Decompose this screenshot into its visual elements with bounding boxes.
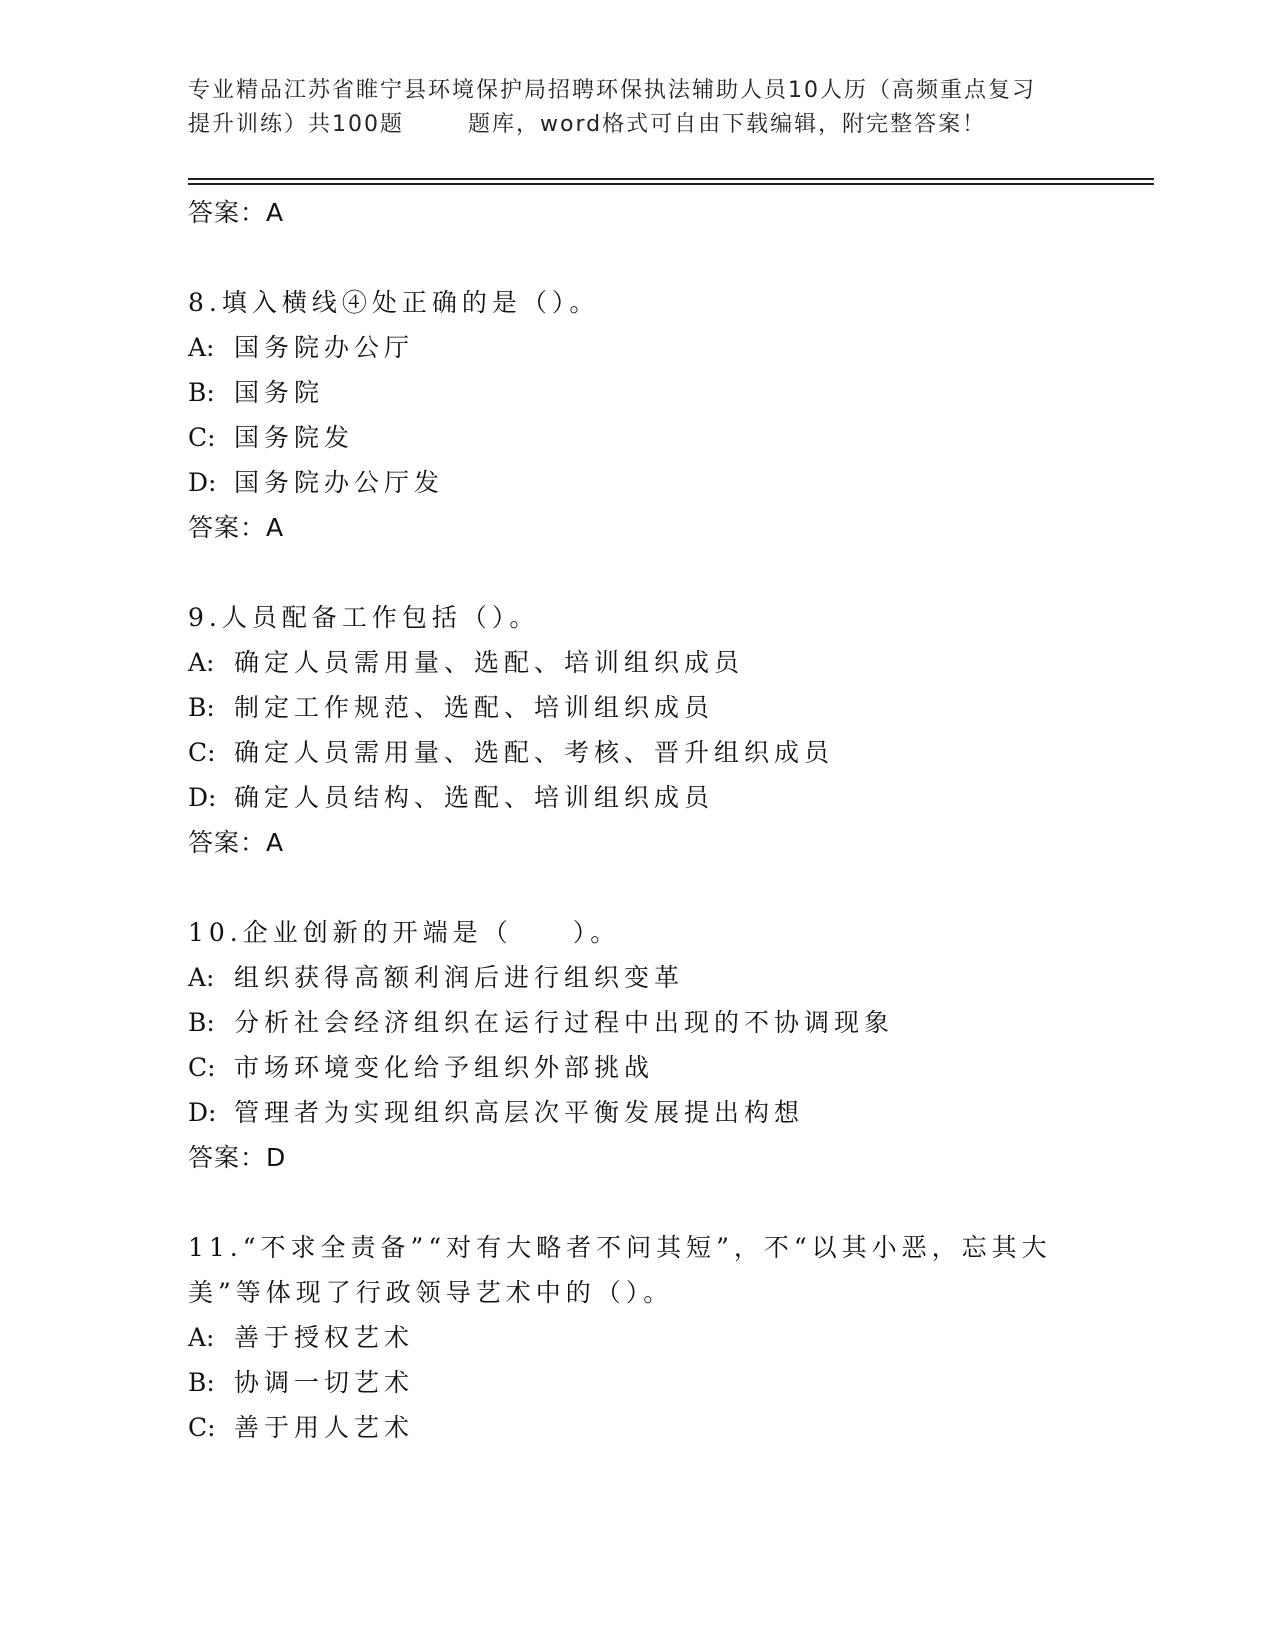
question-block <box>188 910 1108 1180</box>
option-key: B: <box>188 378 215 407</box>
header-divider-top <box>188 178 1154 180</box>
option-text: 善于用人艺术 <box>234 1413 415 1442</box>
answer-line: 答案：D <box>188 1143 287 1172</box>
option-line <box>188 1405 1108 1450</box>
question-text: 8.填入横线④处正确的是（）。 <box>188 288 600 317</box>
option-line <box>188 1315 1108 1360</box>
option-text: 组织获得高额利润后进行组织变革 <box>234 963 685 992</box>
option-line <box>188 640 1108 685</box>
option-key: C: <box>188 738 216 767</box>
option-text: 制定工作规范、选配、培训组织成员 <box>234 693 715 722</box>
option-text: 协调一切艺术 <box>234 1368 415 1397</box>
option-key: A: <box>188 963 215 992</box>
option-line <box>188 460 1108 505</box>
option-line <box>188 325 1108 370</box>
document-header <box>188 74 1088 142</box>
option-line <box>188 1045 1108 1090</box>
option-key: A: <box>188 333 215 362</box>
option-line <box>188 685 1108 730</box>
option-line <box>188 415 1108 460</box>
header-divider-bottom <box>188 183 1154 185</box>
option-line <box>188 1090 1108 1135</box>
option-text: 国务院 <box>234 378 325 407</box>
option-line <box>188 370 1108 415</box>
option-line <box>188 1360 1108 1405</box>
option-key: A: <box>188 1323 215 1352</box>
header-line-1: 专业精品江苏省睢宁县环境保护局招聘环保执法辅助人员10人历（高频重点复习 <box>188 78 1036 103</box>
option-line <box>188 1000 1108 1045</box>
option-text: 善于授权艺术 <box>234 1323 415 1352</box>
question-block <box>188 1225 1108 1450</box>
option-text: 确定人员结构、选配、培训组织成员 <box>234 783 715 812</box>
option-text: 国务院发 <box>234 423 355 452</box>
option-line <box>188 775 1108 820</box>
option-key: B: <box>188 1368 215 1397</box>
option-text: 分析社会经济组织在运行过程中出现的不协调现象 <box>234 1008 895 1037</box>
option-text: 国务院办公厅 <box>234 333 415 362</box>
option-key: B: <box>188 1008 215 1037</box>
option-text: 国务院办公厅发 <box>234 468 445 497</box>
option-text: 市场环境变化给予组织外部挑战 <box>234 1053 655 1082</box>
option-key: D: <box>188 1098 217 1127</box>
question-text: 11.“不求全责备”“对有大略者不问其短”，不“以其小恶，忘其大美”等体现了行政领导艺术中的（）。 <box>188 1233 1052 1307</box>
option-key: C: <box>188 423 216 452</box>
question-block <box>188 595 1108 865</box>
option-key: A: <box>188 648 215 677</box>
option-key: C: <box>188 1413 216 1442</box>
option-text: 管理者为实现组织高层次平衡发展提出构想 <box>234 1098 805 1127</box>
header-line-2-part-1: 提升训练）共100题 <box>188 112 404 137</box>
question-text: 10.企业创新的开端是（ ）。 <box>188 918 621 947</box>
question-list <box>188 190 1108 1450</box>
option-line <box>188 955 1108 1000</box>
option-text: 确定人员需用量、选配、考核、晋升组织成员 <box>234 738 835 767</box>
answer-line: 答案：A <box>188 828 285 857</box>
header-line-2-part-2: 题库，word格式可自由下载编辑，附完整答案！ <box>468 112 987 137</box>
answer-line: 答案：A <box>188 513 285 542</box>
answer-line: 答案：A <box>188 198 285 227</box>
question-block <box>188 280 1108 550</box>
option-key: D: <box>188 468 217 497</box>
header-line-2 <box>188 108 1088 142</box>
option-key: D: <box>188 783 217 812</box>
option-text: 确定人员需用量、选配、培训组织成员 <box>234 648 745 677</box>
option-line <box>188 730 1108 775</box>
option-key: B: <box>188 693 215 722</box>
question-text: 9.人员配备工作包括（）。 <box>188 603 540 632</box>
option-key: C: <box>188 1053 216 1082</box>
